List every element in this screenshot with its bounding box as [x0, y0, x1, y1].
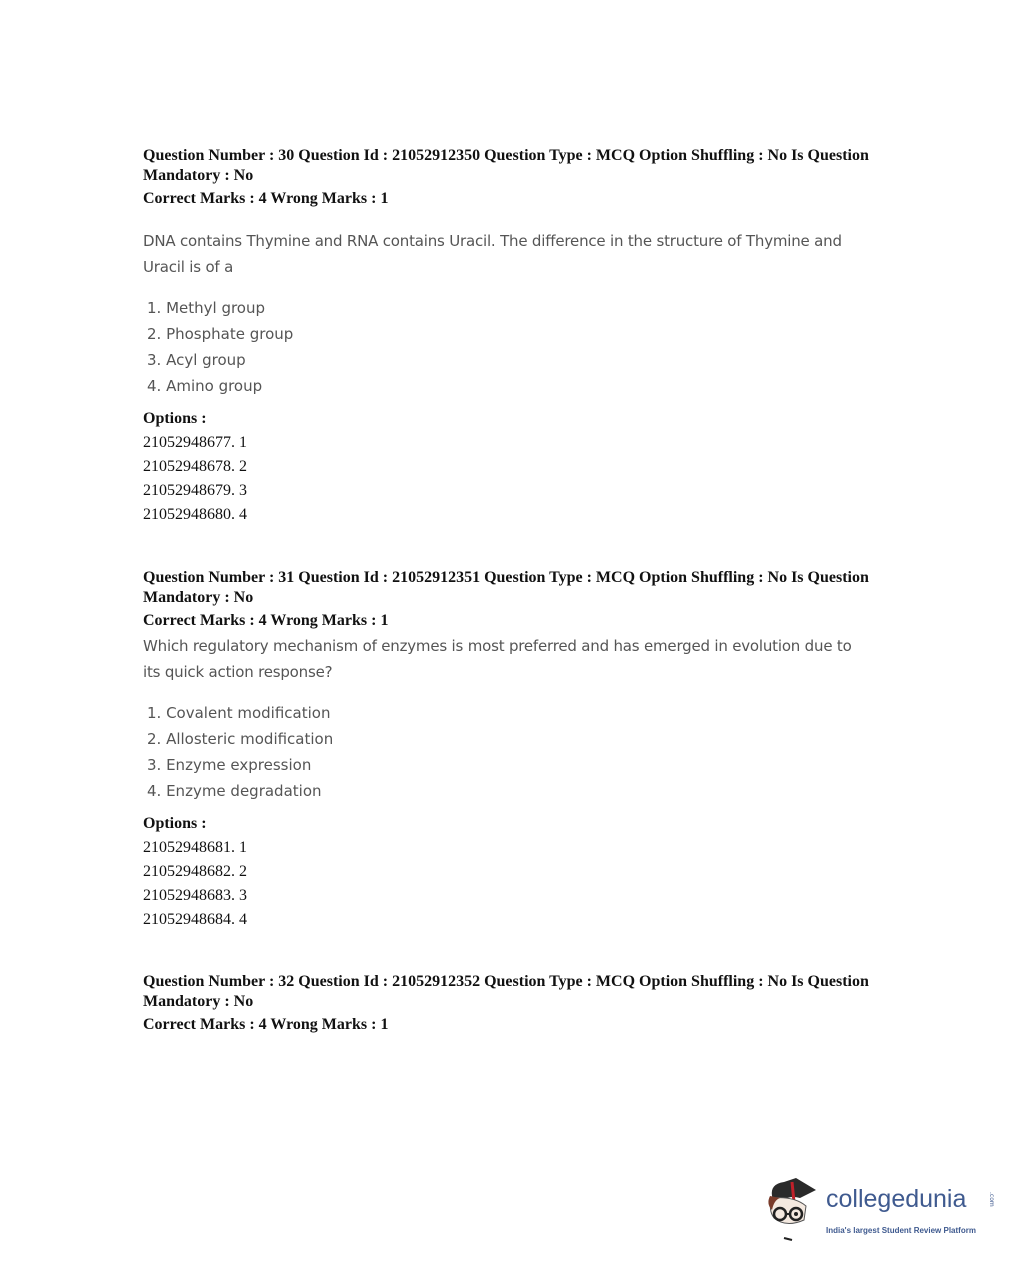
- question-marks: Correct Marks : 4 Wrong Marks : 1: [143, 190, 389, 207]
- question-block: [143, 146, 873, 527]
- options-label: Options :: [143, 410, 207, 427]
- option-id: 21052948679. 3: [143, 482, 247, 499]
- option-id: 21052948680. 4: [143, 506, 247, 523]
- option-id: 21052948678. 2: [143, 458, 247, 475]
- answer-choice: 2. Phosphate group: [147, 325, 294, 343]
- answer-choice: 1. Covalent modification: [147, 704, 331, 722]
- question-marks: Correct Marks : 4 Wrong Marks : 1: [143, 612, 389, 629]
- option-id: 21052948684. 4: [143, 911, 247, 928]
- question-header: Question Number : 31 Question Id : 21052912351 Question Type : MCQ Option Shuffling : No Is Question Mandatory : No: [143, 569, 869, 606]
- answer-choice: 4. Amino group: [147, 377, 263, 395]
- option-id: 21052948677. 1: [143, 434, 247, 451]
- answer-choice: 4. Enzyme degradation: [147, 782, 322, 800]
- question-marks: Correct Marks : 4 Wrong Marks : 1: [143, 1016, 389, 1033]
- answer-choice: 3. Acyl group: [147, 351, 246, 369]
- logo-name: collegedunia: [826, 1185, 967, 1213]
- answer-choice: 3. Enzyme expression: [147, 756, 312, 774]
- collegedunia-logo: [766, 1176, 1011, 1246]
- options-label: Options :: [143, 815, 207, 832]
- logo-tagline: India's largest Student Review Platform: [826, 1226, 976, 1235]
- question-text: Which regulatory mechanism of enzymes is most preferred and has emerged in evolution due to its quick action response?: [143, 637, 852, 681]
- mascot-icon: [766, 1176, 826, 1246]
- question-block: [143, 972, 873, 1035]
- option-id: 21052948682. 2: [143, 863, 247, 880]
- answer-choices: [147, 295, 873, 399]
- answer-choice: 2. Allosteric modification: [147, 730, 334, 748]
- question-header: Question Number : 30 Question Id : 21052912350 Question Type : MCQ Option Shuffling : No Is Question Mandatory : No: [143, 147, 869, 184]
- option-id: 21052948683. 3: [143, 887, 247, 904]
- answer-choice: 1. Methyl group: [147, 299, 266, 317]
- question-text: DNA contains Thymine and RNA contains Uracil. The difference in the structure of Thymine and Uracil is of a: [143, 232, 842, 276]
- logo-suffix: .com: [988, 1192, 995, 1207]
- question-block: [143, 568, 873, 932]
- option-id: 21052948681. 1: [143, 839, 247, 856]
- answer-choices: [147, 700, 873, 804]
- question-header: Question Number : 32 Question Id : 21052912352 Question Type : MCQ Option Shuffling : No Is Question Mandatory : No: [143, 973, 869, 1010]
